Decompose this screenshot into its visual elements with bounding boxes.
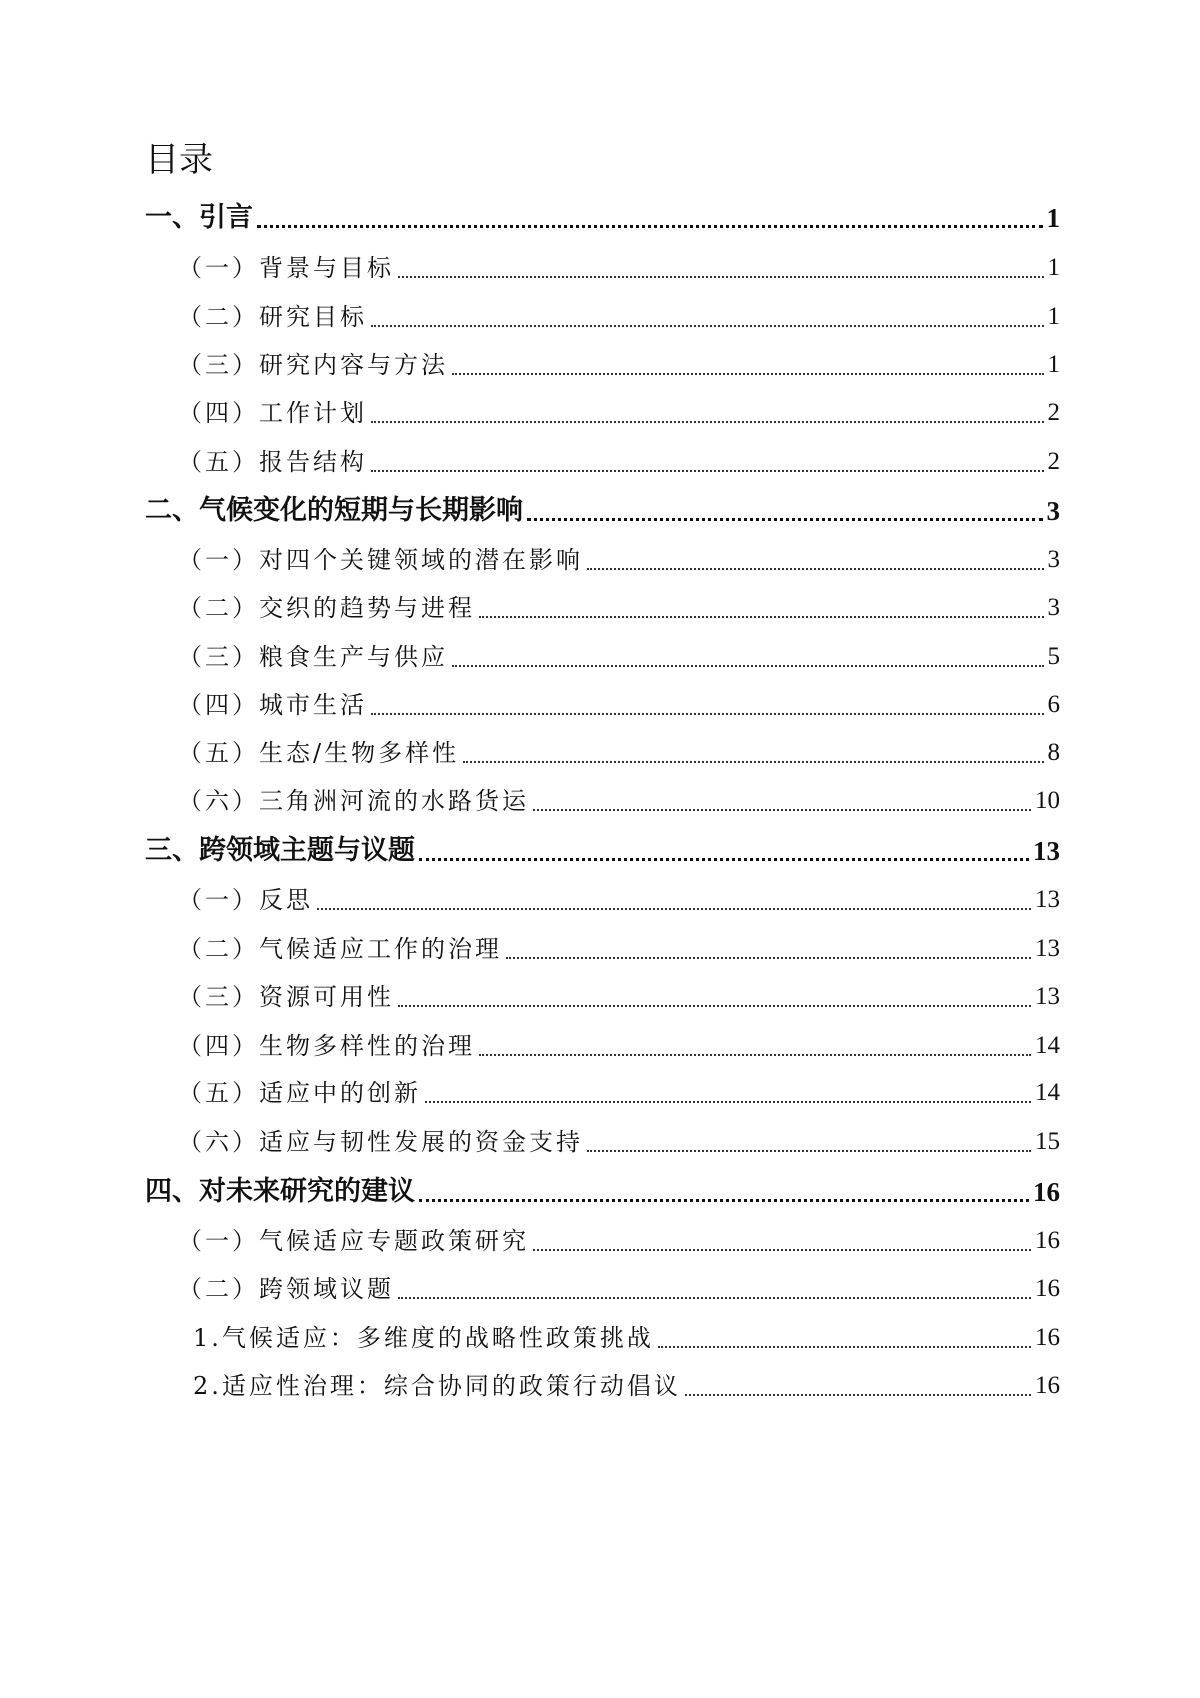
toc-entry-label: 1.气候适应：多维度的战略性政策挑战 — [193, 1320, 658, 1356]
toc-entry-label: （五）生态/生物多样性 — [178, 735, 463, 771]
toc-entry-page-number: 14 — [1035, 1032, 1060, 1059]
dot-leader — [317, 908, 1031, 910]
toc-entry-page-number: 1 — [1046, 203, 1060, 233]
toc-entry-page-number: 10 — [1035, 787, 1060, 814]
dot-leader — [527, 518, 1043, 521]
toc-entry-level-2[interactable] — [178, 687, 1060, 723]
dot-leader — [506, 957, 1031, 959]
toc-entry-page-number: 1 — [1047, 303, 1060, 330]
toc-entry-label: 二、气候变化的短期与长期影响 — [145, 493, 527, 529]
dot-leader — [398, 1005, 1031, 1007]
toc-entry-page-number: 13 — [1033, 836, 1060, 866]
toc-entry-level-3[interactable] — [193, 1368, 1060, 1404]
toc-entry-page-number: 2 — [1047, 448, 1060, 475]
dot-leader — [658, 1346, 1031, 1348]
toc-entry-page-number: 5 — [1047, 643, 1060, 670]
toc-entry-page-number: 8 — [1047, 739, 1060, 766]
toc-entry-label: （一）对四个关键领域的潜在影响 — [178, 542, 587, 578]
toc-entry-level-2[interactable] — [178, 250, 1060, 286]
toc-entry-label: 一、引言 — [145, 200, 257, 236]
toc-entry-level-2[interactable] — [178, 735, 1060, 771]
toc-entry-page-number: 16 — [1035, 1372, 1060, 1399]
toc-entry-level-2[interactable] — [178, 542, 1060, 578]
toc-entry-label: （二）气候适应工作的治理 — [178, 931, 506, 967]
toc-entry-label: （二）研究目标 — [178, 299, 371, 335]
toc-entry-page-number: 3 — [1047, 594, 1060, 621]
toc-entry-page-number: 16 — [1035, 1275, 1060, 1302]
dot-leader — [419, 858, 1029, 861]
toc-entry-level-2[interactable] — [178, 1271, 1060, 1307]
dot-leader — [425, 1101, 1031, 1103]
toc-entry-level-2[interactable] — [178, 882, 1060, 918]
dot-leader — [452, 373, 1044, 375]
toc-entry-page-number: 14 — [1035, 1079, 1060, 1106]
toc-entry-level-3[interactable] — [193, 1320, 1060, 1356]
toc-entry-page-number: 6 — [1047, 691, 1060, 718]
toc-entry-label: 四、对未来研究的建议 — [145, 1174, 419, 1210]
toc-entry-page-number: 13 — [1035, 935, 1060, 962]
toc-entry-label: （五）适应中的创新 — [178, 1075, 425, 1111]
toc-entry-label: 三、跨领域主题与议题 — [145, 833, 419, 869]
toc-entry-label: 2.适应性治理：综合协同的政策行动倡议 — [193, 1368, 685, 1404]
toc-entry-page-number: 13 — [1035, 983, 1060, 1010]
toc-entry-label: （三）粮食生产与供应 — [178, 639, 452, 675]
toc-entry-label: （一）气候适应专题政策研究 — [178, 1223, 533, 1259]
toc-entry-label: （一）背景与目标 — [178, 250, 398, 286]
toc-entry-page-number: 16 — [1035, 1227, 1060, 1254]
dot-leader — [371, 713, 1044, 715]
toc-entry-label: （四）生物多样性的治理 — [178, 1028, 479, 1064]
toc-entry-level-1[interactable] — [145, 833, 1060, 869]
toc-entry-level-1[interactable] — [145, 493, 1060, 529]
dot-leader — [533, 1249, 1031, 1251]
dot-leader — [398, 276, 1044, 278]
toc-entry-page-number: 3 — [1047, 546, 1060, 573]
dot-leader — [452, 665, 1044, 667]
dot-leader — [371, 325, 1044, 327]
dot-leader — [587, 1150, 1031, 1152]
dot-leader — [479, 616, 1044, 618]
toc-entry-page-number: 16 — [1035, 1324, 1060, 1351]
toc-entry-level-2[interactable] — [178, 1028, 1060, 1064]
toc-entry-page-number: 2 — [1047, 399, 1060, 426]
toc-entry-label: （五）报告结构 — [178, 444, 371, 480]
toc-entry-page-number: 3 — [1046, 496, 1060, 526]
toc-entry-level-2[interactable] — [178, 1223, 1060, 1259]
toc-entry-level-2[interactable] — [178, 639, 1060, 675]
toc-entry-page-number: 13 — [1035, 886, 1060, 913]
toc-entry-level-2[interactable] — [178, 931, 1060, 967]
dot-leader — [419, 1199, 1029, 1202]
toc-entry-level-2[interactable] — [178, 590, 1060, 626]
dot-leader — [257, 225, 1043, 228]
toc-entry-label: （四）工作计划 — [178, 395, 371, 431]
toc-entry-page-number: 16 — [1033, 1177, 1060, 1207]
toc-entry-label: （六）适应与韧性发展的资金支持 — [178, 1124, 587, 1160]
toc-entry-label: （二）跨领域议题 — [178, 1271, 398, 1307]
dot-leader — [398, 1297, 1031, 1299]
toc-entry-level-2[interactable] — [178, 979, 1060, 1015]
dot-leader — [371, 470, 1044, 472]
toc-entry-level-2[interactable] — [178, 347, 1060, 383]
toc-entry-level-2[interactable] — [178, 783, 1060, 819]
dot-leader — [479, 1054, 1031, 1056]
toc-entry-page-number: 1 — [1047, 351, 1060, 378]
toc-entry-level-2[interactable] — [178, 395, 1060, 431]
toc-entry-label: （四）城市生活 — [178, 687, 371, 723]
toc-entry-level-2[interactable] — [178, 444, 1060, 480]
toc-entry-level-2[interactable] — [178, 299, 1060, 335]
dot-leader — [685, 1394, 1031, 1396]
toc-entry-page-number: 1 — [1047, 254, 1060, 281]
toc-entry-label: （一）反思 — [178, 882, 317, 918]
dot-leader — [587, 568, 1044, 570]
dot-leader — [371, 421, 1044, 423]
toc-entry-label: （二）交织的趋势与进程 — [178, 590, 479, 626]
toc-entry-level-1[interactable] — [145, 1174, 1060, 1210]
toc-title: 目录 — [145, 140, 213, 180]
toc-entry-level-2[interactable] — [178, 1124, 1060, 1160]
toc-entry-label: （三）研究内容与方法 — [178, 347, 452, 383]
dot-leader — [533, 809, 1031, 811]
toc-entry-level-1[interactable] — [145, 200, 1060, 236]
toc-entry-level-2[interactable] — [178, 1075, 1060, 1111]
toc-entry-page-number: 15 — [1035, 1128, 1060, 1155]
toc-entry-label: （六）三角洲河流的水路货运 — [178, 783, 533, 819]
dot-leader — [463, 761, 1043, 763]
toc-entry-label: （三）资源可用性 — [178, 979, 398, 1015]
